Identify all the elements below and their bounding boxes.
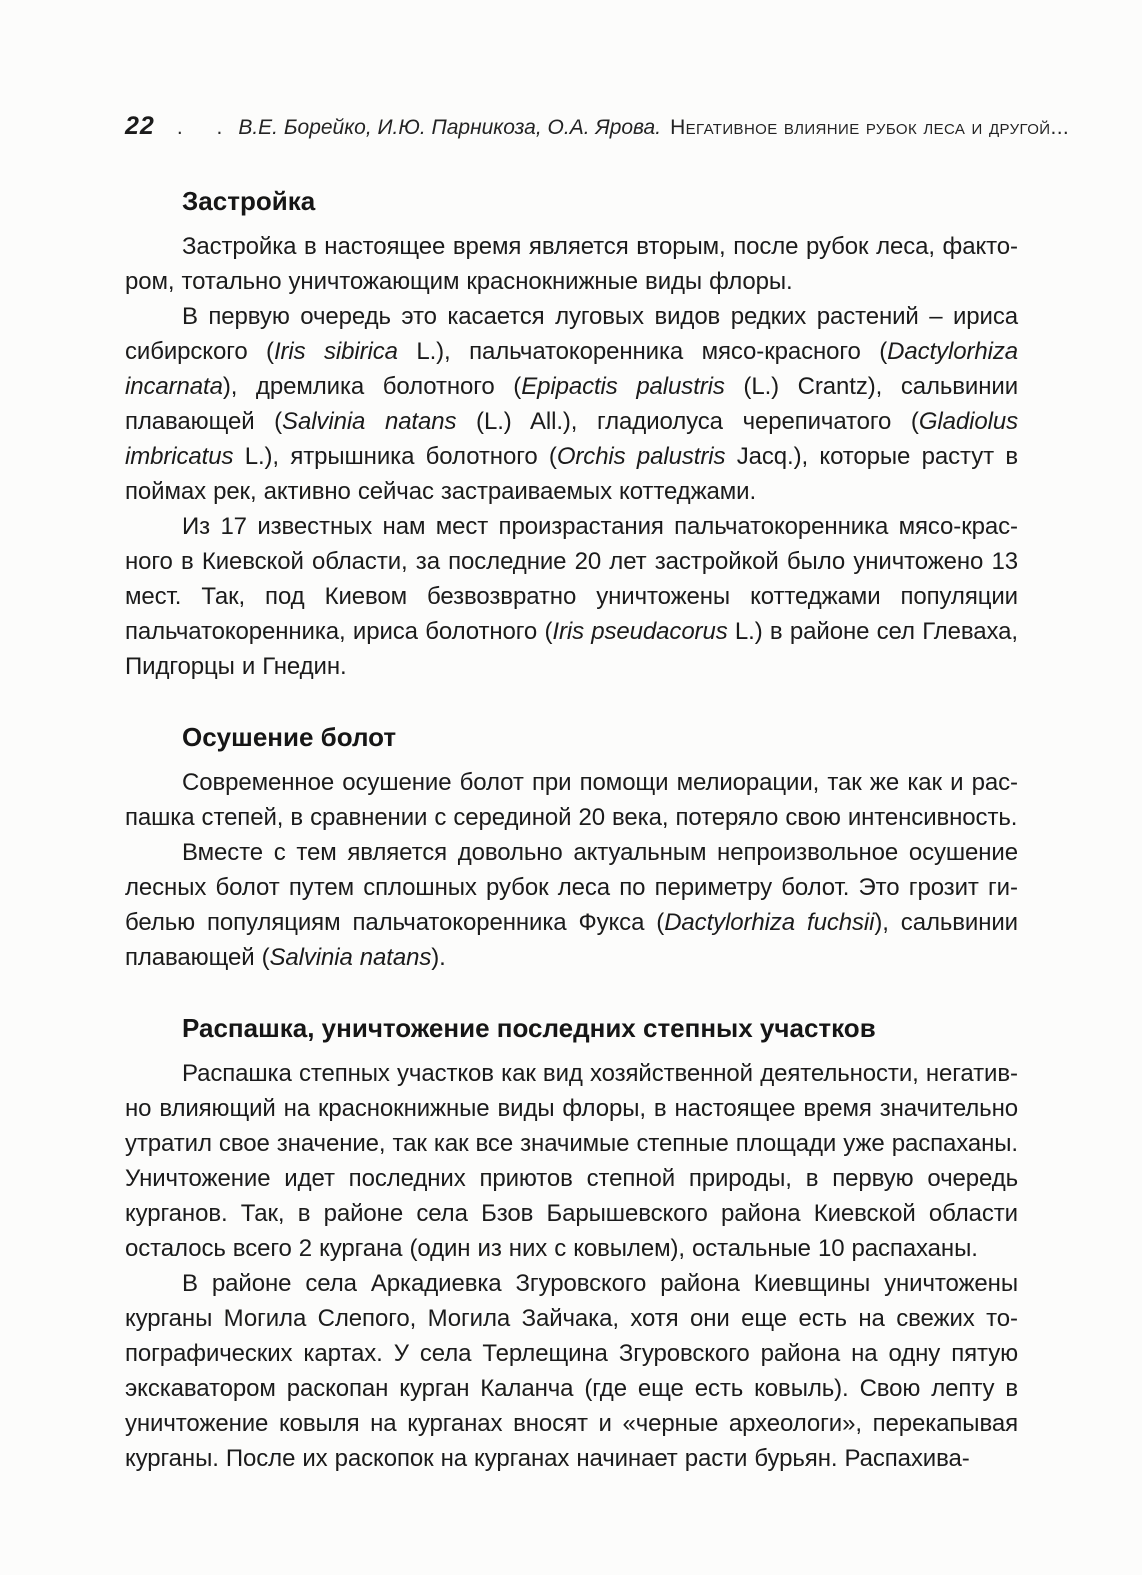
text-run: L.), пальчатокоренника мясо-красного ( [397,338,888,365]
page-body [125,186,1018,1476]
section-heading: Осушение болот [182,722,397,752]
species-latin-name: Iris pseudacorus [552,618,728,645]
text-run: В первую очередь это касается луговых видов редких растений – ириса сибирского ( [125,303,1018,365]
text-run: ). [431,944,446,971]
text-run: Из 17 известных нам мест произрастания пальчатокоренника мясо-красного в Киевской области, за последние 20 лет застройкой было уничтожено 13 мест. Так, под Киевом безвозвратно уничтожены коттеджами популяции пальчатокоренника, ириса болотного ( [125,513,1018,645]
paragraph [125,229,1018,299]
species-latin-name: Orchis palustris [556,443,726,470]
species-latin-name: Iris sibirica [273,338,398,365]
paragraph [125,1056,1018,1266]
text-run: ), сальвинии плавающей ( [125,909,1018,971]
text-run: ), дремлика болотного ( [222,373,522,400]
text-run: L.) в районе сел Глеваха, Пидгорцы и Гнедин. [125,618,1018,680]
species-latin-name: Dactylorhiza fuchsii [664,909,875,936]
paragraph [125,299,1018,509]
species-latin-name: Gladiolus imbricatus [125,408,1018,470]
text-run: (L.) All.), гладиолуса черепичатого ( [456,408,919,435]
text-run: (L.) Crantz), сальвинии плавающей ( [125,373,1019,435]
species-latin-name: Dactylorhiza incarnata [125,338,1018,400]
section-heading: Застройка [182,186,316,216]
paragraph [125,1266,1018,1476]
section-heading: Распашка, уничтожение последних степных участков [182,1013,876,1043]
scan-artifact-dots: . . [176,116,237,139]
running-header [125,112,1070,148]
text-run: Вместе с тем является довольно актуальным непроизвольное осушение лесных болот путем сплошных рубок леса по периметру болот. Это грозит гибелью популяциям пальчатокоренника Фукса ( [125,839,1018,936]
paragraph [125,835,1018,975]
species-latin-name: Salvinia natans [282,408,457,435]
paragraph [125,765,1018,835]
text-run: L.), ятрышника болотного ( [233,443,557,470]
paragraph [125,509,1018,684]
text-run: Jacq.), которые растут в поймах рек, активно сейчас застраиваемых коттеджами. [125,443,1018,505]
text-run: Распашка степных участков как вид хозяйственной деятельности, негативно влияющий на краснокнижные виды флоры, в настоящее время значительно утратил свое значение, так как все значимые степные площади уже распаханы. Уничтожение идет последних приютов степной природы, в первую очередь курганов. Так, в районе села Бзов Барышевского района Киевской области осталось всего 2 кургана (один из них с ковылем), остальные 10 распаханы. [125,1060,1018,1262]
text-run: Застройка в настоящее время является вторым, после рубок леса, фактором, тотально уничтожающим краснокнижные виды флоры. [125,233,1018,295]
text-run: В районе села Аркадиевка Згуровского района Киевщины уничтожены курганы Могила Слепого, Могила Зайчака, хотя они еще есть на свежих топографических картах. У села Терлещина Згуровского района на одну пятую экскаватором раскопан курган Каланча (где еще есть ковыль). Свою лепту в уничтожение ковыля на курганах вносят и «черные археологи», перекапывая курганы. После их раскопок на курганах начинает расти бурьян. Распахива- [125,1270,1018,1472]
species-latin-name: Salvinia natans [269,944,432,971]
page-number: 22 [125,112,155,140]
header-chapter-title: Негативное влияние рубок леса и другой... [670,116,1070,139]
text-run: Современное осушение болот при помощи мелиорации, так же как и распашка степей, в сравнении с серединой 20 века, потеряло свою интенсивность. [125,769,1018,831]
header-authors: В.Е. Борейко, И.Ю. Парникоза, О.А. Ярова. [238,116,662,139]
species-latin-name: Epipactis palustris [521,373,725,400]
